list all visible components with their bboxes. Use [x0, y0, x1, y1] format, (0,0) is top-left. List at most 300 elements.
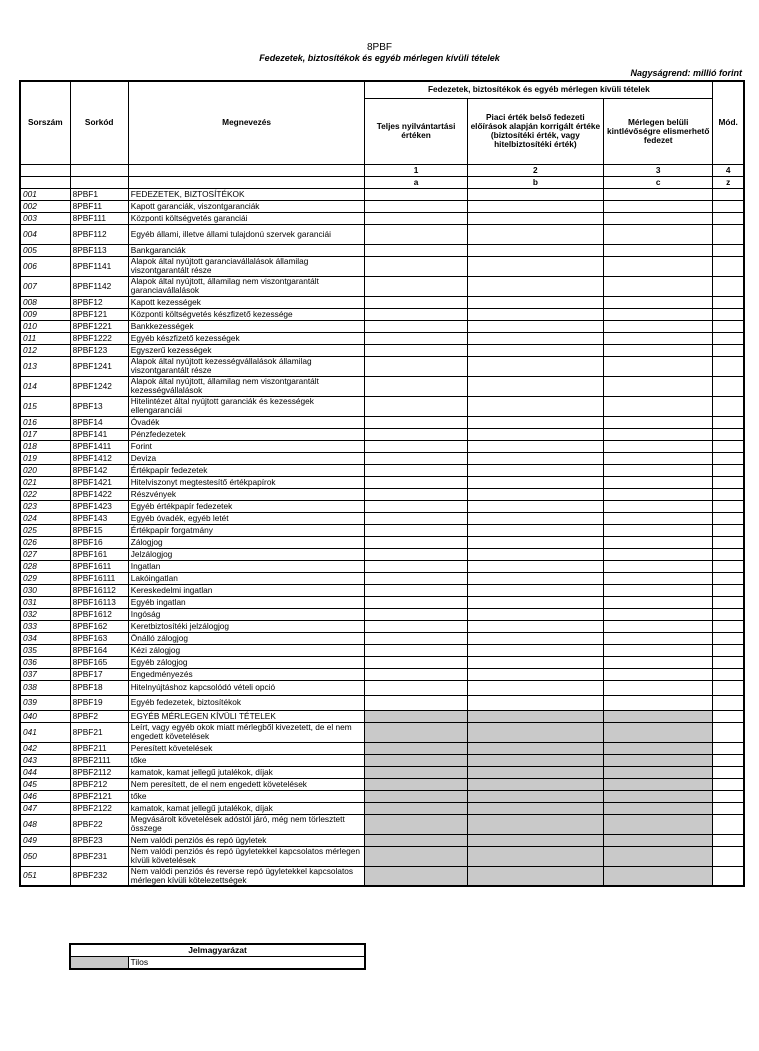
- value-cell-3[interactable]: [604, 416, 713, 428]
- row-code: 8PBF13: [70, 396, 128, 416]
- value-cell-mod[interactable]: [713, 754, 744, 766]
- table-row: [20, 668, 744, 680]
- value-cell-mod[interactable]: [713, 548, 744, 560]
- value-cell-2[interactable]: [467, 188, 603, 200]
- value-cell-1[interactable]: [365, 596, 467, 608]
- row-code: 8PBF123: [70, 344, 128, 356]
- col-letter-z: z: [713, 176, 744, 188]
- value-cell-3[interactable]: [604, 524, 713, 536]
- value-cell-1[interactable]: [365, 488, 467, 500]
- row-number: 023: [20, 500, 70, 512]
- row-code: 8PBF211: [70, 742, 128, 754]
- value-cell-2: [467, 866, 603, 886]
- value-cell-1[interactable]: [365, 536, 467, 548]
- table-row: [20, 308, 744, 320]
- row-name: Központi költségvetés készfizető kezessége: [128, 308, 365, 320]
- row-number: 008: [20, 296, 70, 308]
- col-number-2: 2: [467, 164, 603, 176]
- value-cell-3[interactable]: [604, 440, 713, 452]
- value-cell-1[interactable]: [365, 620, 467, 632]
- value-cell-3[interactable]: [604, 188, 713, 200]
- table-row: [20, 476, 744, 488]
- col-number-4: 4: [713, 164, 744, 176]
- value-cell-1[interactable]: [365, 344, 467, 356]
- value-cell-1[interactable]: [365, 188, 467, 200]
- row-code: 8PBF1423: [70, 500, 128, 512]
- value-cell-3[interactable]: [604, 396, 713, 416]
- row-name: Részvények: [128, 488, 365, 500]
- value-cell-2[interactable]: [467, 344, 603, 356]
- value-cell-3[interactable]: [604, 320, 713, 332]
- row-name: Óvadék: [128, 416, 365, 428]
- value-cell-1: [365, 766, 467, 778]
- value-cell-mod[interactable]: [713, 572, 744, 584]
- value-cell-2[interactable]: [467, 356, 603, 376]
- value-cell-2[interactable]: [467, 524, 603, 536]
- value-cell-1[interactable]: [365, 680, 467, 695]
- header-mod: Mód.: [713, 81, 744, 164]
- value-cell-1: [365, 834, 467, 846]
- row-code: 8PBF1141: [70, 256, 128, 276]
- value-cell-3[interactable]: [604, 560, 713, 572]
- value-cell-2[interactable]: [467, 428, 603, 440]
- row-code: 8PBF2121: [70, 790, 128, 802]
- table-row: [20, 276, 744, 296]
- value-cell-1[interactable]: [365, 244, 467, 256]
- value-cell-mod[interactable]: [713, 296, 744, 308]
- value-cell-3[interactable]: [604, 488, 713, 500]
- value-cell-1[interactable]: [365, 656, 467, 668]
- row-code: 8PBF163: [70, 632, 128, 644]
- table-row: [20, 256, 744, 276]
- table-row: [20, 428, 744, 440]
- value-cell-1[interactable]: [365, 396, 467, 416]
- row-code: 8PBF1142: [70, 276, 128, 296]
- value-cell-1[interactable]: [365, 608, 467, 620]
- value-cell-3[interactable]: [604, 244, 713, 256]
- value-cell-1[interactable]: [365, 308, 467, 320]
- value-cell-3[interactable]: [604, 548, 713, 560]
- value-cell-mod[interactable]: [713, 452, 744, 464]
- row-name: kamatok, kamat jellegű jutalékok, díjak: [128, 766, 365, 778]
- table-row: [20, 356, 744, 376]
- legend-title: Jelmagyarázat: [70, 944, 365, 957]
- value-cell-1[interactable]: [365, 500, 467, 512]
- row-code: 8PBF16: [70, 536, 128, 548]
- value-cell-mod[interactable]: [713, 632, 744, 644]
- value-cell-2[interactable]: [467, 276, 603, 296]
- row-name: Forint: [128, 440, 365, 452]
- value-cell-2[interactable]: [467, 695, 603, 710]
- row-number: 045: [20, 778, 70, 790]
- table-row: [20, 766, 744, 778]
- table-row: [20, 680, 744, 695]
- value-cell-mod[interactable]: [713, 722, 744, 742]
- value-cell-1[interactable]: [365, 668, 467, 680]
- value-cell-2[interactable]: [467, 632, 603, 644]
- row-name: Hitelviszonyt megtestesítő értékpapírok: [128, 476, 365, 488]
- row-name: Önálló zálogjog: [128, 632, 365, 644]
- header-sorkod: Sorkód: [70, 81, 128, 164]
- row-number: 015: [20, 396, 70, 416]
- value-cell-3[interactable]: [604, 376, 713, 396]
- row-code: 8PBF14: [70, 416, 128, 428]
- table-row: [20, 244, 744, 256]
- value-cell-3[interactable]: [604, 680, 713, 695]
- value-cell-mod[interactable]: [713, 766, 744, 778]
- value-cell-mod[interactable]: [713, 710, 744, 722]
- value-cell-1[interactable]: [365, 296, 467, 308]
- table-row: [20, 572, 744, 584]
- value-cell-mod[interactable]: [713, 244, 744, 256]
- value-cell-mod[interactable]: [713, 276, 744, 296]
- value-cell-1[interactable]: [365, 276, 467, 296]
- row-number: 048: [20, 814, 70, 834]
- value-cell-mod[interactable]: [713, 668, 744, 680]
- value-cell-2[interactable]: [467, 320, 603, 332]
- value-cell-2: [467, 722, 603, 742]
- value-cell-2[interactable]: [467, 596, 603, 608]
- row-code: 8PBF161: [70, 548, 128, 560]
- value-cell-1[interactable]: [365, 572, 467, 584]
- value-cell-1[interactable]: [365, 224, 467, 244]
- value-cell-2[interactable]: [467, 680, 603, 695]
- value-cell-2[interactable]: [467, 620, 603, 632]
- value-cell-mod[interactable]: [713, 376, 744, 396]
- row-number: 033: [20, 620, 70, 632]
- row-number: 039: [20, 695, 70, 710]
- row-name: kamatok, kamat jellegű jutalékok, díjak: [128, 802, 365, 814]
- value-cell-2[interactable]: [467, 584, 603, 596]
- row-number: 040: [20, 710, 70, 722]
- row-code: 8PBF113: [70, 244, 128, 256]
- value-cell-mod[interactable]: [713, 656, 744, 668]
- table-row: [20, 332, 744, 344]
- value-cell-mod[interactable]: [713, 596, 744, 608]
- row-code: 8PBF19: [70, 695, 128, 710]
- value-cell-mod[interactable]: [713, 332, 744, 344]
- value-cell-2[interactable]: [467, 452, 603, 464]
- value-cell-2: [467, 754, 603, 766]
- row-number: 032: [20, 608, 70, 620]
- value-cell-1[interactable]: [365, 476, 467, 488]
- row-code: 8PBF142: [70, 464, 128, 476]
- row-code: 8PBF232: [70, 866, 128, 886]
- value-cell-2[interactable]: [467, 560, 603, 572]
- value-cell-mod[interactable]: [713, 188, 744, 200]
- value-cell-1[interactable]: [365, 512, 467, 524]
- row-name: Egyéb zálogjog: [128, 656, 365, 668]
- value-cell-1[interactable]: [365, 356, 467, 376]
- row-name: Hitelnyújtáshoz kapcsolódó vételi opció: [128, 680, 365, 695]
- value-cell-2[interactable]: [467, 476, 603, 488]
- row-number: 043: [20, 754, 70, 766]
- value-cell-2[interactable]: [467, 512, 603, 524]
- row-number: 047: [20, 802, 70, 814]
- value-cell-2: [467, 834, 603, 846]
- row-name: Engedményezés: [128, 668, 365, 680]
- value-cell-mod[interactable]: [713, 464, 744, 476]
- value-cell-3[interactable]: [604, 356, 713, 376]
- col-letter-b: b: [467, 176, 603, 188]
- value-cell-2[interactable]: [467, 332, 603, 344]
- row-number: 024: [20, 512, 70, 524]
- row-code: 8PBF12: [70, 296, 128, 308]
- value-cell-2[interactable]: [467, 500, 603, 512]
- row-name: Jelzálogjog: [128, 548, 365, 560]
- table-row: [20, 656, 744, 668]
- value-cell-mod[interactable]: [713, 396, 744, 416]
- value-cell-mod[interactable]: [713, 320, 744, 332]
- value-cell-2[interactable]: [467, 548, 603, 560]
- value-cell-3[interactable]: [604, 200, 713, 212]
- value-cell-1[interactable]: [365, 332, 467, 344]
- value-cell-1[interactable]: [365, 524, 467, 536]
- value-cell-1[interactable]: [365, 584, 467, 596]
- row-code: 8PBF16113: [70, 596, 128, 608]
- value-cell-3[interactable]: [604, 644, 713, 656]
- value-cell-2[interactable]: [467, 308, 603, 320]
- value-cell-mod[interactable]: [713, 866, 744, 886]
- row-name: Nem valódi penziós és reverse repó ügyletekkel kapcsolatos mérlegen kívüli kötelezettségek: [128, 866, 365, 886]
- table-row: [20, 488, 744, 500]
- value-cell-mod[interactable]: [713, 742, 744, 754]
- row-name: Kapott kezességek: [128, 296, 365, 308]
- value-cell-1: [365, 778, 467, 790]
- value-cell-mod[interactable]: [713, 440, 744, 452]
- value-cell-mod[interactable]: [713, 256, 744, 276]
- row-name: Ingatlan: [128, 560, 365, 572]
- value-cell-2[interactable]: [467, 608, 603, 620]
- row-code: 8PBF1611: [70, 560, 128, 572]
- value-cell-1[interactable]: [365, 440, 467, 452]
- value-cell-3[interactable]: [604, 620, 713, 632]
- row-number: 031: [20, 596, 70, 608]
- row-code: 8PBF21: [70, 722, 128, 742]
- row-name: Hitelintézet által nyújtott garanciák és kezességek ellengaranciái: [128, 396, 365, 416]
- value-cell-1[interactable]: [365, 452, 467, 464]
- row-name: Egyéb fedezetek, biztosítékok: [128, 695, 365, 710]
- value-cell-3: [604, 778, 713, 790]
- value-cell-1[interactable]: [365, 644, 467, 656]
- value-cell-3[interactable]: [604, 668, 713, 680]
- row-name: Alapok által nyújtott, államilag nem viszontgarantált kezességvállalások: [128, 376, 365, 396]
- value-cell-mod[interactable]: [713, 790, 744, 802]
- value-cell-2[interactable]: [467, 212, 603, 224]
- value-cell-3[interactable]: [604, 428, 713, 440]
- value-cell-2[interactable]: [467, 464, 603, 476]
- value-cell-mod[interactable]: [713, 834, 744, 846]
- value-cell-2[interactable]: [467, 668, 603, 680]
- row-number: 006: [20, 256, 70, 276]
- row-name: Pénzfedezetek: [128, 428, 365, 440]
- value-cell-3[interactable]: [604, 596, 713, 608]
- row-number: 022: [20, 488, 70, 500]
- value-cell-3[interactable]: [604, 464, 713, 476]
- row-name: EGYÉB MÉRLEGEN KÍVÜLI TÉTELEK: [128, 710, 365, 722]
- value-cell-mod[interactable]: [713, 778, 744, 790]
- row-code: 8PBF1411: [70, 440, 128, 452]
- table-row: [20, 344, 744, 356]
- row-name: Alapok által nyújtott, államilag nem viszontgarantált garanciavállalások: [128, 276, 365, 296]
- value-cell-mod[interactable]: [713, 536, 744, 548]
- table-row: [20, 608, 744, 620]
- value-cell-3[interactable]: [604, 256, 713, 276]
- value-cell-2[interactable]: [467, 200, 603, 212]
- value-cell-mod[interactable]: [713, 476, 744, 488]
- row-code: 8PBF164: [70, 644, 128, 656]
- value-cell-mod[interactable]: [713, 802, 744, 814]
- value-cell-2[interactable]: [467, 256, 603, 276]
- row-code: 8PBF1422: [70, 488, 128, 500]
- value-cell-2[interactable]: [467, 376, 603, 396]
- value-cell-2[interactable]: [467, 656, 603, 668]
- value-cell-1[interactable]: [365, 632, 467, 644]
- value-cell-3: [604, 802, 713, 814]
- row-name: Peresített követelések: [128, 742, 365, 754]
- value-cell-3[interactable]: [604, 584, 713, 596]
- value-cell-2[interactable]: [467, 644, 603, 656]
- value-cell-3[interactable]: [604, 224, 713, 244]
- value-cell-mod[interactable]: [713, 488, 744, 500]
- row-code: 8PBF212: [70, 778, 128, 790]
- col-number-1: 1: [365, 164, 467, 176]
- value-cell-3[interactable]: [604, 608, 713, 620]
- value-cell-3[interactable]: [604, 476, 713, 488]
- value-cell-1: [365, 722, 467, 742]
- row-number: 013: [20, 356, 70, 376]
- row-number: 005: [20, 244, 70, 256]
- value-cell-2[interactable]: [467, 488, 603, 500]
- row-code: 8PBF141: [70, 428, 128, 440]
- header-col1: Teljes nyilvántartási értéken: [365, 98, 467, 164]
- value-cell-1[interactable]: [365, 428, 467, 440]
- value-cell-2[interactable]: [467, 296, 603, 308]
- value-cell-3: [604, 814, 713, 834]
- row-number: 028: [20, 560, 70, 572]
- value-cell-mod[interactable]: [713, 356, 744, 376]
- row-code: 8PBF22: [70, 814, 128, 834]
- value-cell-1[interactable]: [365, 464, 467, 476]
- value-cell-mod[interactable]: [713, 428, 744, 440]
- row-name: Alapok által nyújtott kezességvállalások államilag viszontgarantált része: [128, 356, 365, 376]
- value-cell-mod[interactable]: [713, 620, 744, 632]
- header-col3: Mérlegen belüli kintlévőségre elismerhető fedezet: [604, 98, 713, 164]
- value-cell-1[interactable]: [365, 695, 467, 710]
- value-cell-3[interactable]: [604, 276, 713, 296]
- value-cell-1[interactable]: [365, 416, 467, 428]
- value-cell-mod[interactable]: [713, 500, 744, 512]
- value-cell-3[interactable]: [604, 500, 713, 512]
- value-cell-mod[interactable]: [713, 200, 744, 212]
- row-code: 8PBF1421: [70, 476, 128, 488]
- row-name: Egyszerű kezességek: [128, 344, 365, 356]
- value-cell-mod[interactable]: [713, 212, 744, 224]
- row-code: 8PBF23: [70, 834, 128, 846]
- value-cell-mod[interactable]: [713, 846, 744, 866]
- row-number: 002: [20, 200, 70, 212]
- value-cell-3[interactable]: [604, 296, 713, 308]
- value-cell-3[interactable]: [604, 536, 713, 548]
- value-cell-mod[interactable]: [713, 608, 744, 620]
- row-number: 049: [20, 834, 70, 846]
- value-cell-mod[interactable]: [713, 416, 744, 428]
- table-row: [20, 512, 744, 524]
- value-cell-mod[interactable]: [713, 680, 744, 695]
- value-cell-mod[interactable]: [713, 308, 744, 320]
- row-name: tőke: [128, 790, 365, 802]
- value-cell-3[interactable]: [604, 695, 713, 710]
- table-row: [20, 644, 744, 656]
- value-cell-1[interactable]: [365, 548, 467, 560]
- value-cell-mod[interactable]: [713, 344, 744, 356]
- value-cell-3[interactable]: [604, 512, 713, 524]
- value-cell-2: [467, 802, 603, 814]
- row-number: 009: [20, 308, 70, 320]
- value-cell-2[interactable]: [467, 536, 603, 548]
- value-cell-mod[interactable]: [713, 512, 744, 524]
- value-cell-3[interactable]: [604, 344, 713, 356]
- value-cell-1[interactable]: [365, 212, 467, 224]
- value-cell-2[interactable]: [467, 244, 603, 256]
- report-table: [19, 80, 745, 887]
- row-number: 037: [20, 668, 70, 680]
- row-code: 8PBF111: [70, 212, 128, 224]
- value-cell-mod[interactable]: [713, 584, 744, 596]
- value-cell-1[interactable]: [365, 256, 467, 276]
- value-cell-3[interactable]: [604, 572, 713, 584]
- value-cell-mod[interactable]: [713, 224, 744, 244]
- value-cell-3[interactable]: [604, 332, 713, 344]
- value-cell-1[interactable]: [365, 560, 467, 572]
- value-cell-mod[interactable]: [713, 814, 744, 834]
- value-cell-2[interactable]: [467, 416, 603, 428]
- value-cell-3[interactable]: [604, 308, 713, 320]
- value-cell-1: [365, 814, 467, 834]
- value-cell-mod[interactable]: [713, 560, 744, 572]
- value-cell-3[interactable]: [604, 632, 713, 644]
- value-cell-2: [467, 814, 603, 834]
- row-name: Alapok által nyújtott garanciavállalások államilag viszontgarantált része: [128, 256, 365, 276]
- form-code: 8PBF: [366, 42, 392, 53]
- value-cell-mod[interactable]: [713, 524, 744, 536]
- value-cell-1[interactable]: [365, 376, 467, 396]
- value-cell-3[interactable]: [604, 656, 713, 668]
- value-cell-2[interactable]: [467, 224, 603, 244]
- row-code: 8PBF11: [70, 200, 128, 212]
- value-cell-1[interactable]: [365, 200, 467, 212]
- row-number: 001: [20, 188, 70, 200]
- legend: [69, 943, 366, 970]
- value-cell-2[interactable]: [467, 572, 603, 584]
- table-row: [20, 188, 744, 200]
- value-cell-1[interactable]: [365, 320, 467, 332]
- row-name: Nem valódi penziós és repó ügyletek: [128, 834, 365, 846]
- row-name: FEDEZETEK, BIZTOSÍTÉKOK: [128, 188, 365, 200]
- value-cell-mod[interactable]: [713, 695, 744, 710]
- row-number: 019: [20, 452, 70, 464]
- value-cell-2[interactable]: [467, 396, 603, 416]
- value-cell-3[interactable]: [604, 212, 713, 224]
- table-row: [20, 500, 744, 512]
- value-cell-2[interactable]: [467, 440, 603, 452]
- row-number: 010: [20, 320, 70, 332]
- value-cell-3[interactable]: [604, 452, 713, 464]
- value-cell-2: [467, 846, 603, 866]
- row-code: 8PBF2111: [70, 754, 128, 766]
- row-code: 8PBF17: [70, 668, 128, 680]
- value-cell-mod[interactable]: [713, 644, 744, 656]
